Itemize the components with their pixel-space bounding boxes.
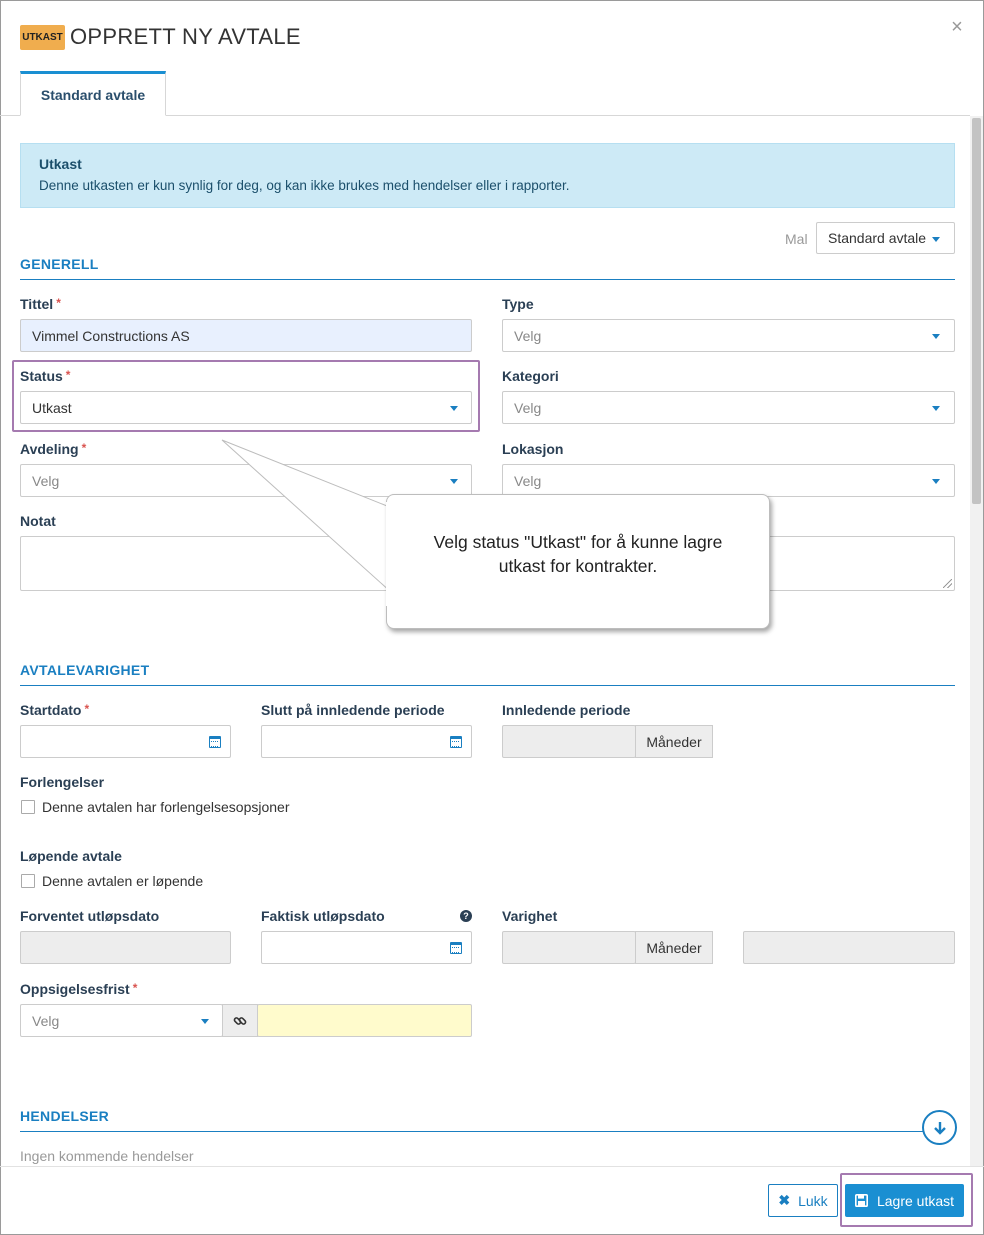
- calendar-icon[interactable]: [450, 942, 462, 954]
- callout-text: Velg status "Utkast" for å kunne lagre utkast for kontrakter.: [433, 531, 723, 576]
- caret-down-icon: [201, 1019, 209, 1024]
- save-draft-button[interactable]: [845, 1184, 964, 1217]
- end-initial-input[interactable]: [261, 725, 472, 758]
- note-field-label: Notat: [20, 513, 56, 529]
- tab-standard-avtale[interactable]: Standard avtale: [20, 71, 166, 116]
- template-label: Mal: [785, 231, 808, 247]
- notice-select-value: Velg: [32, 1012, 60, 1029]
- events-empty-text: Ingen kommende hendelser: [20, 1148, 194, 1164]
- callout-seam-cover: [385, 500, 405, 610]
- title-field-label: Tittel *: [20, 296, 61, 312]
- notice-label: Oppsigelsesfrist *: [20, 981, 138, 997]
- initial-period-label: Innledende periode: [502, 702, 631, 718]
- footer-divider: [0, 1166, 984, 1167]
- calendar-icon[interactable]: [209, 736, 221, 748]
- expected-expiry-label: Forventet utløpsdato: [20, 908, 160, 924]
- duration-extra-input[interactable]: [743, 931, 955, 964]
- draft-badge: UTKAST: [20, 25, 65, 50]
- duration-label: Varighet: [502, 908, 558, 924]
- title-input-value: Vimmel Constructions AS: [32, 327, 190, 344]
- section-duration-rule: [20, 685, 955, 686]
- calendar-icon[interactable]: [450, 736, 462, 748]
- extensions-checkbox-label[interactable]: Denne avtalen har forlengelsesopsjoner: [42, 799, 290, 815]
- section-general-heading: GENERELL: [20, 256, 99, 272]
- actual-expiry-input[interactable]: [261, 931, 472, 964]
- alert-text: Denne utkasten er kun synlig for deg, og kan ikke brukes med hendelser eller i rapporter.: [39, 178, 570, 193]
- location-select-value: Velg: [514, 472, 542, 489]
- ongoing-checkbox-label[interactable]: Denne avtalen er løpende: [42, 873, 204, 889]
- months-addon: Måneder: [635, 725, 713, 758]
- expected-expiry-input[interactable]: [20, 931, 231, 964]
- close-button[interactable]: [768, 1184, 838, 1217]
- extensions-label: Forlengelser: [20, 774, 105, 790]
- tutorial-callout: [386, 494, 770, 629]
- section-events-rule: [20, 1131, 923, 1132]
- location-field-label: Lokasjon: [502, 441, 564, 457]
- page-title: OPPRETT NY AVTALE: [70, 24, 301, 49]
- extensions-checkbox[interactable]: [21, 800, 35, 814]
- section-duration-heading: AVTALEVARIGHET: [20, 662, 150, 678]
- alert-title: Utkast: [39, 156, 82, 172]
- callout-pointer-shape: [222, 440, 402, 602]
- department-field-label: Avdeling *: [20, 441, 87, 457]
- expand-events-button[interactable]: [922, 1110, 957, 1145]
- end-initial-label: Slutt på innledende periode: [261, 702, 445, 718]
- ongoing-label: Løpende avtale: [20, 848, 122, 864]
- close-button-label: Lukk: [798, 1192, 828, 1209]
- help-icon[interactable]: ?: [460, 910, 472, 922]
- start-date-label: Startdato *: [20, 702, 90, 718]
- category-field-label: Kategori: [502, 368, 559, 384]
- duration-input[interactable]: [502, 931, 636, 964]
- initial-period-input[interactable]: [502, 725, 636, 758]
- category-select-value: Velg: [514, 399, 542, 416]
- type-select-value: Velg: [514, 327, 542, 344]
- type-field-label: Type: [502, 296, 534, 312]
- department-select-value: Velg: [32, 472, 60, 489]
- close-x-icon: ✖: [778, 1192, 791, 1208]
- duration-months-addon: Måneder: [635, 931, 713, 964]
- ongoing-checkbox[interactable]: [21, 874, 35, 888]
- status-field-label: Status *: [20, 368, 71, 384]
- link-icon[interactable]: [222, 1004, 258, 1037]
- notice-value-input[interactable]: [257, 1004, 472, 1037]
- actual-expiry-label: Faktisk utløpsdato: [261, 908, 385, 924]
- arrow-down-icon: [933, 1120, 947, 1136]
- status-select-value: Utkast: [32, 399, 72, 416]
- link-icon-svg: [233, 1014, 247, 1028]
- close-icon[interactable]: ×: [951, 16, 963, 38]
- notice-select[interactable]: [20, 1004, 223, 1037]
- template-select-value: Standard avtale: [828, 230, 927, 246]
- start-date-input[interactable]: [20, 725, 231, 758]
- floppy-disk-icon: [855, 1194, 868, 1207]
- section-events-heading: HENDELSER: [20, 1108, 110, 1124]
- save-button-label: Lagre utkast: [876, 1192, 955, 1209]
